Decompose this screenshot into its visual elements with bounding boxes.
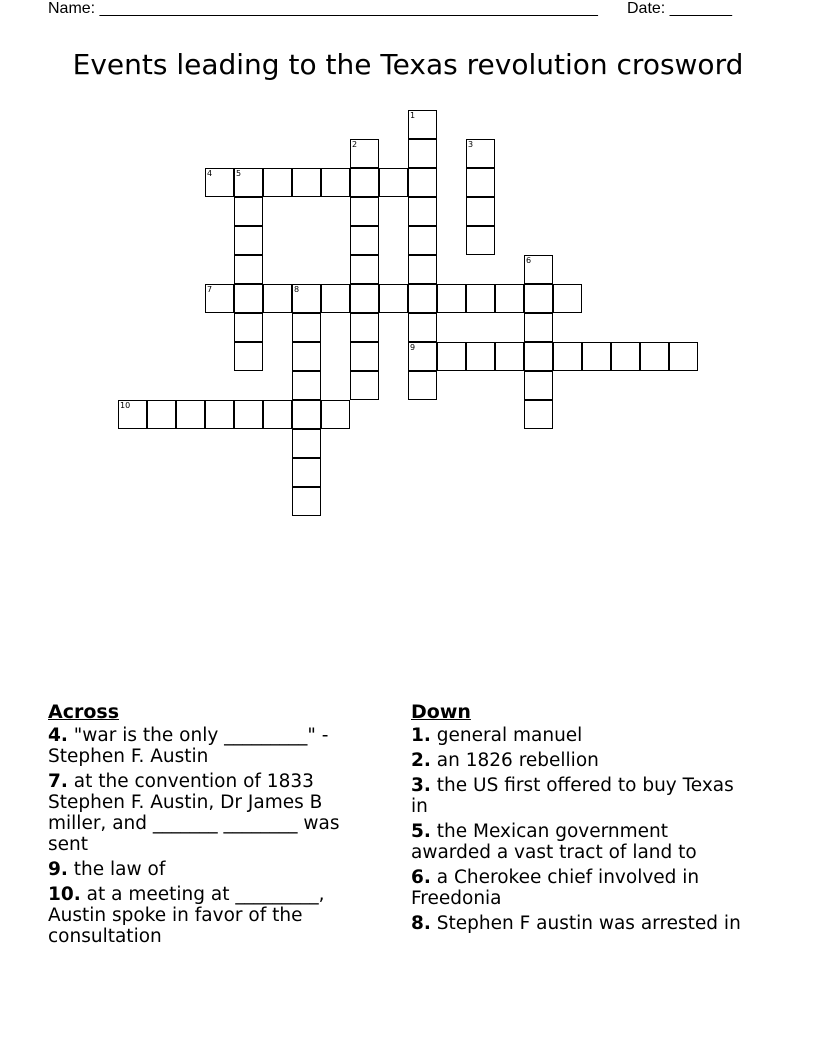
clue-number: 2 xyxy=(352,140,358,149)
clue-number: 8 xyxy=(294,285,300,294)
clue-text: the law of xyxy=(67,859,166,880)
grid-cell[interactable] xyxy=(263,284,292,313)
clue-number: 5 xyxy=(236,169,242,178)
grid-cell[interactable] xyxy=(553,342,582,371)
grid-cell[interactable] xyxy=(437,342,466,371)
down-clue-list xyxy=(411,725,751,934)
down-clue xyxy=(411,725,751,746)
clue-number-label: 2. xyxy=(411,750,431,771)
grid-cell[interactable] xyxy=(234,400,263,429)
grid-cell[interactable] xyxy=(466,284,495,313)
clue-text: general manuel xyxy=(430,725,583,746)
grid-cell[interactable] xyxy=(292,487,321,516)
grid-cell[interactable] xyxy=(408,226,437,255)
grid-cell[interactable] xyxy=(292,371,321,400)
grid-cell[interactable] xyxy=(234,284,263,313)
grid-cell[interactable] xyxy=(466,342,495,371)
date-field-label: Date: _______ xyxy=(627,0,732,17)
grid-cell[interactable] xyxy=(350,342,379,371)
clue-number-label: 8. xyxy=(411,913,431,934)
across-clues xyxy=(48,702,378,951)
grid-cell[interactable] xyxy=(669,342,698,371)
down-heading: Down xyxy=(411,701,471,723)
across-heading: Across xyxy=(48,701,120,723)
grid-cell[interactable] xyxy=(408,284,437,313)
down-clue xyxy=(411,913,751,934)
clue-text: Stephen F austin was arrested in xyxy=(430,913,741,934)
grid-cell[interactable] xyxy=(408,110,437,139)
clue-number-label: 1. xyxy=(411,725,431,746)
across-clue xyxy=(48,859,378,880)
clue-number: 10 xyxy=(120,401,131,410)
grid-cell[interactable] xyxy=(234,197,263,226)
grid-cell[interactable] xyxy=(524,255,553,284)
down-clue xyxy=(411,775,751,817)
clue-number-label: 10. xyxy=(48,884,81,905)
clue-text: at a meeting at _________, Austin spoke in favor of the consultation xyxy=(48,884,325,947)
grid-cell[interactable] xyxy=(292,313,321,342)
grid-cell[interactable] xyxy=(350,313,379,342)
clue-number-label: 7. xyxy=(48,771,68,792)
clue-number: 7 xyxy=(207,285,213,294)
clue-text: the Mexican government awarded a vast tract of land to xyxy=(411,821,697,863)
grid-cell[interactable] xyxy=(408,197,437,226)
clue-text: a Cherokee chief involved in Freedonia xyxy=(411,867,700,909)
grid-cell[interactable] xyxy=(553,284,582,313)
grid-cell[interactable] xyxy=(350,226,379,255)
grid-cell[interactable] xyxy=(408,139,437,168)
clue-text: "war is the only _________" - Stephen F. Austin xyxy=(48,725,329,767)
grid-cell[interactable] xyxy=(640,342,669,371)
grid-cell[interactable] xyxy=(379,284,408,313)
grid-cell[interactable] xyxy=(524,371,553,400)
clue-number: 1 xyxy=(410,111,416,120)
across-clue-list xyxy=(48,725,378,947)
grid-cell[interactable] xyxy=(350,255,379,284)
grid-cell[interactable] xyxy=(350,284,379,313)
across-clue xyxy=(48,884,378,947)
grid-cell[interactable] xyxy=(408,313,437,342)
clue-number: 4 xyxy=(207,169,213,178)
grid-cell[interactable] xyxy=(408,371,437,400)
grid-cell[interactable] xyxy=(321,168,350,197)
grid-cell[interactable] xyxy=(292,284,321,313)
grid-cell[interactable] xyxy=(118,400,147,429)
grid-cell[interactable] xyxy=(205,400,234,429)
grid-cell[interactable] xyxy=(379,168,408,197)
grid-cell[interactable] xyxy=(408,255,437,284)
grid-cell[interactable] xyxy=(466,139,495,168)
grid-cell[interactable] xyxy=(176,400,205,429)
across-clue xyxy=(48,725,378,767)
down-clue xyxy=(411,867,751,909)
grid-cell[interactable] xyxy=(292,168,321,197)
grid-cell[interactable] xyxy=(292,400,321,429)
clue-text: at the convention of 1833 Stephen F. Austin, Dr James B miller, and _______ ________ was sent xyxy=(48,771,340,855)
grid-cell[interactable] xyxy=(495,284,524,313)
grid-cell[interactable] xyxy=(234,168,263,197)
clue-text: the US first offered to buy Texas in xyxy=(411,775,734,817)
grid-cell[interactable] xyxy=(466,226,495,255)
grid-cell[interactable] xyxy=(466,168,495,197)
grid-cell[interactable] xyxy=(611,342,640,371)
grid-cell[interactable] xyxy=(234,342,263,371)
grid-cell[interactable] xyxy=(524,284,553,313)
clue-text: an 1826 rebellion xyxy=(430,750,599,771)
grid-cell[interactable] xyxy=(147,400,176,429)
clue-number-label: 3. xyxy=(411,775,431,796)
grid-cell[interactable] xyxy=(234,255,263,284)
grid-cell[interactable] xyxy=(292,458,321,487)
name-field-label: Name: ________________________________________________________ xyxy=(48,0,598,17)
grid-cell[interactable] xyxy=(350,139,379,168)
grid-cell[interactable] xyxy=(466,197,495,226)
grid-cell[interactable] xyxy=(321,284,350,313)
down-clue xyxy=(411,750,751,771)
clue-number-label: 5. xyxy=(411,821,431,842)
grid-cell[interactable] xyxy=(263,168,292,197)
clue-number: 6 xyxy=(526,256,532,265)
grid-cell[interactable] xyxy=(437,284,466,313)
across-clue xyxy=(48,771,378,855)
grid-cell[interactable] xyxy=(205,168,234,197)
down-clue xyxy=(411,821,751,863)
grid-cell[interactable] xyxy=(205,284,234,313)
grid-cell[interactable] xyxy=(234,226,263,255)
grid-cell[interactable] xyxy=(234,313,263,342)
page-title: Events leading to the Texas revolution crosword xyxy=(72,48,744,81)
clue-number-label: 9. xyxy=(48,859,68,880)
grid-cell[interactable] xyxy=(582,342,611,371)
grid-cell[interactable] xyxy=(350,371,379,400)
clue-number-label: 4. xyxy=(48,725,68,746)
clue-number: 3 xyxy=(468,140,474,149)
grid-cell[interactable] xyxy=(495,342,524,371)
grid-cell[interactable] xyxy=(263,400,292,429)
clue-number: 9 xyxy=(410,343,416,352)
grid-cell[interactable] xyxy=(350,197,379,226)
grid-cell[interactable] xyxy=(321,400,350,429)
grid-cell[interactable] xyxy=(350,168,379,197)
grid-cell[interactable] xyxy=(524,342,553,371)
grid-cell[interactable] xyxy=(408,168,437,197)
down-clues xyxy=(411,702,751,938)
grid-cell[interactable] xyxy=(524,313,553,342)
grid-cell[interactable] xyxy=(292,429,321,458)
grid-cell[interactable] xyxy=(292,342,321,371)
grid-cell[interactable] xyxy=(408,342,437,371)
clue-number-label: 6. xyxy=(411,867,431,888)
grid-cell[interactable] xyxy=(524,400,553,429)
